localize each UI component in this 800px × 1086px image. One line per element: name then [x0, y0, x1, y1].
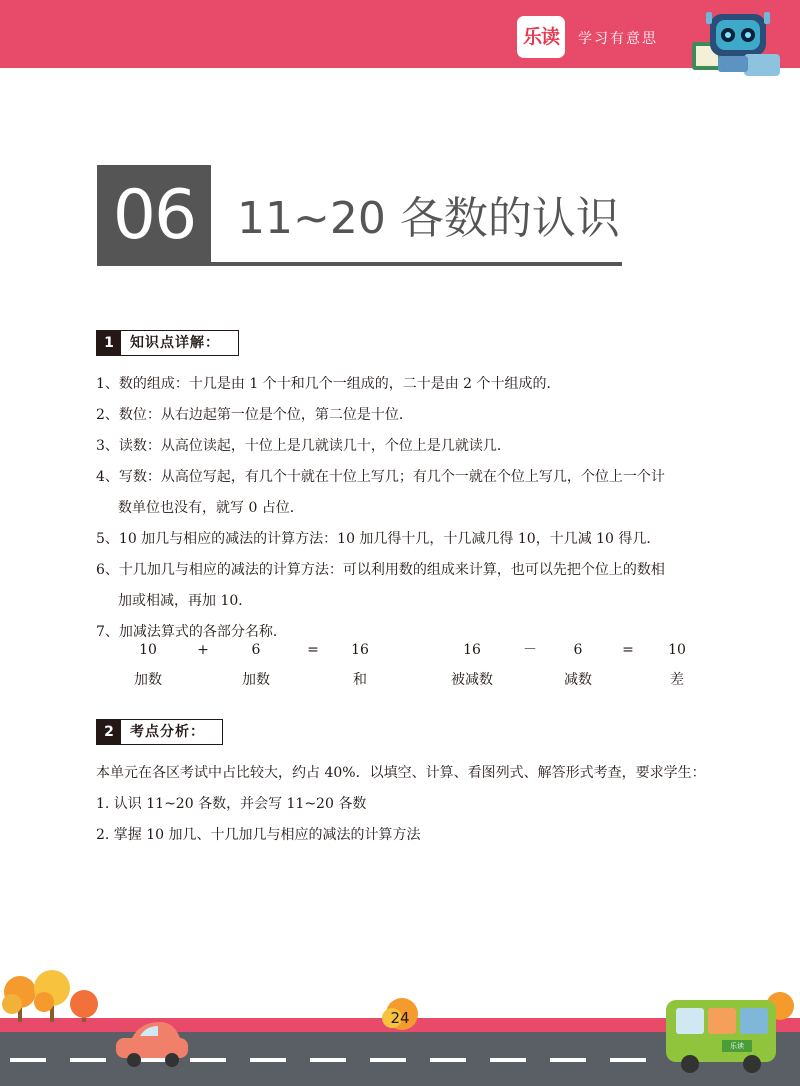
- knowledge-line: 3、读数：从高位读起，十位上是几就读几十，个位上是几就读几．: [96, 438, 511, 454]
- section-number: 1: [97, 331, 121, 355]
- knowledge-line: 5、10 加几与相应的减法的计算方法：10 加几得十几，十几减几得 10，十几减 10 得几．: [96, 531, 661, 547]
- bus-sign: 乐读: [730, 1042, 744, 1050]
- robot-mascot-icon: [688, 8, 784, 78]
- equation-part-name: 减数: [564, 672, 592, 688]
- equation-term: 6: [573, 642, 583, 658]
- equation-term: 16: [351, 642, 369, 658]
- section-heading-knowledge: [96, 330, 239, 356]
- analysis-line: 本单元在各区考试中占比较大，约占 40%．以填空、计算、看图列式、解答形式考查，要求学生：: [96, 765, 706, 781]
- equation-operator: =: [307, 642, 319, 658]
- equation-part-name: 差: [670, 672, 684, 688]
- section-label: 考点分析：: [130, 724, 205, 740]
- section-label: 知识点详解：: [130, 335, 220, 351]
- equation-part-name: 被减数: [451, 672, 493, 688]
- knowledge-line: 4、写数：从高位写起，有几个十就在十位上写几；有几个一就在个位上写几，个位上一个计: [96, 469, 665, 485]
- analysis-line: 2. 掌握 10 加几、十几加几与相应的减法的计算方法: [96, 827, 421, 843]
- equation-term: 6: [251, 642, 261, 658]
- brand-slogan: 学习有意思: [578, 31, 658, 47]
- analysis-line: 1. 认识 11~20 各数，并会写 11~20 各数: [96, 796, 367, 812]
- page-number: 24: [390, 1009, 410, 1027]
- equation-part-name: 加数: [134, 672, 162, 688]
- chapter-number-box: 06: [97, 165, 211, 265]
- equation-part-name: 加数: [242, 672, 270, 688]
- chapter-underline: [97, 262, 622, 266]
- knowledge-line: 2、数位：从右边起第一位是个位，第二位是十位．: [96, 407, 413, 423]
- section-number: 2: [97, 720, 121, 744]
- knowledge-line: 加或相减，再加 10．: [118, 593, 253, 609]
- equation-operator: －: [523, 642, 537, 658]
- equation-term: 16: [463, 642, 481, 658]
- knowledge-line: 数单位也没有，就写 0 占位．: [118, 500, 304, 516]
- equation-operator: +: [197, 642, 209, 658]
- equation-part-name: 和: [353, 672, 367, 688]
- section-heading-exam-analysis: [96, 719, 223, 745]
- knowledge-line: 6、十几加几与相应的减法的计算方法：可以利用数的组成来计算，也可以先把个位上的数相: [96, 562, 665, 578]
- equation-term: 10: [139, 642, 157, 658]
- knowledge-line: 7、加减法算式的各部分名称．: [96, 624, 287, 640]
- chapter-title: 11~20 各数的认识: [237, 193, 620, 244]
- equation-operator: =: [622, 642, 634, 658]
- top-banner: [0, 0, 800, 68]
- brand-logo: 乐读: [517, 16, 565, 58]
- knowledge-line: 1、数的组成：十几是由 1 个十和几个一组成的，二十是由 2 个十组成的．: [96, 376, 561, 392]
- equation-term: 10: [668, 642, 686, 658]
